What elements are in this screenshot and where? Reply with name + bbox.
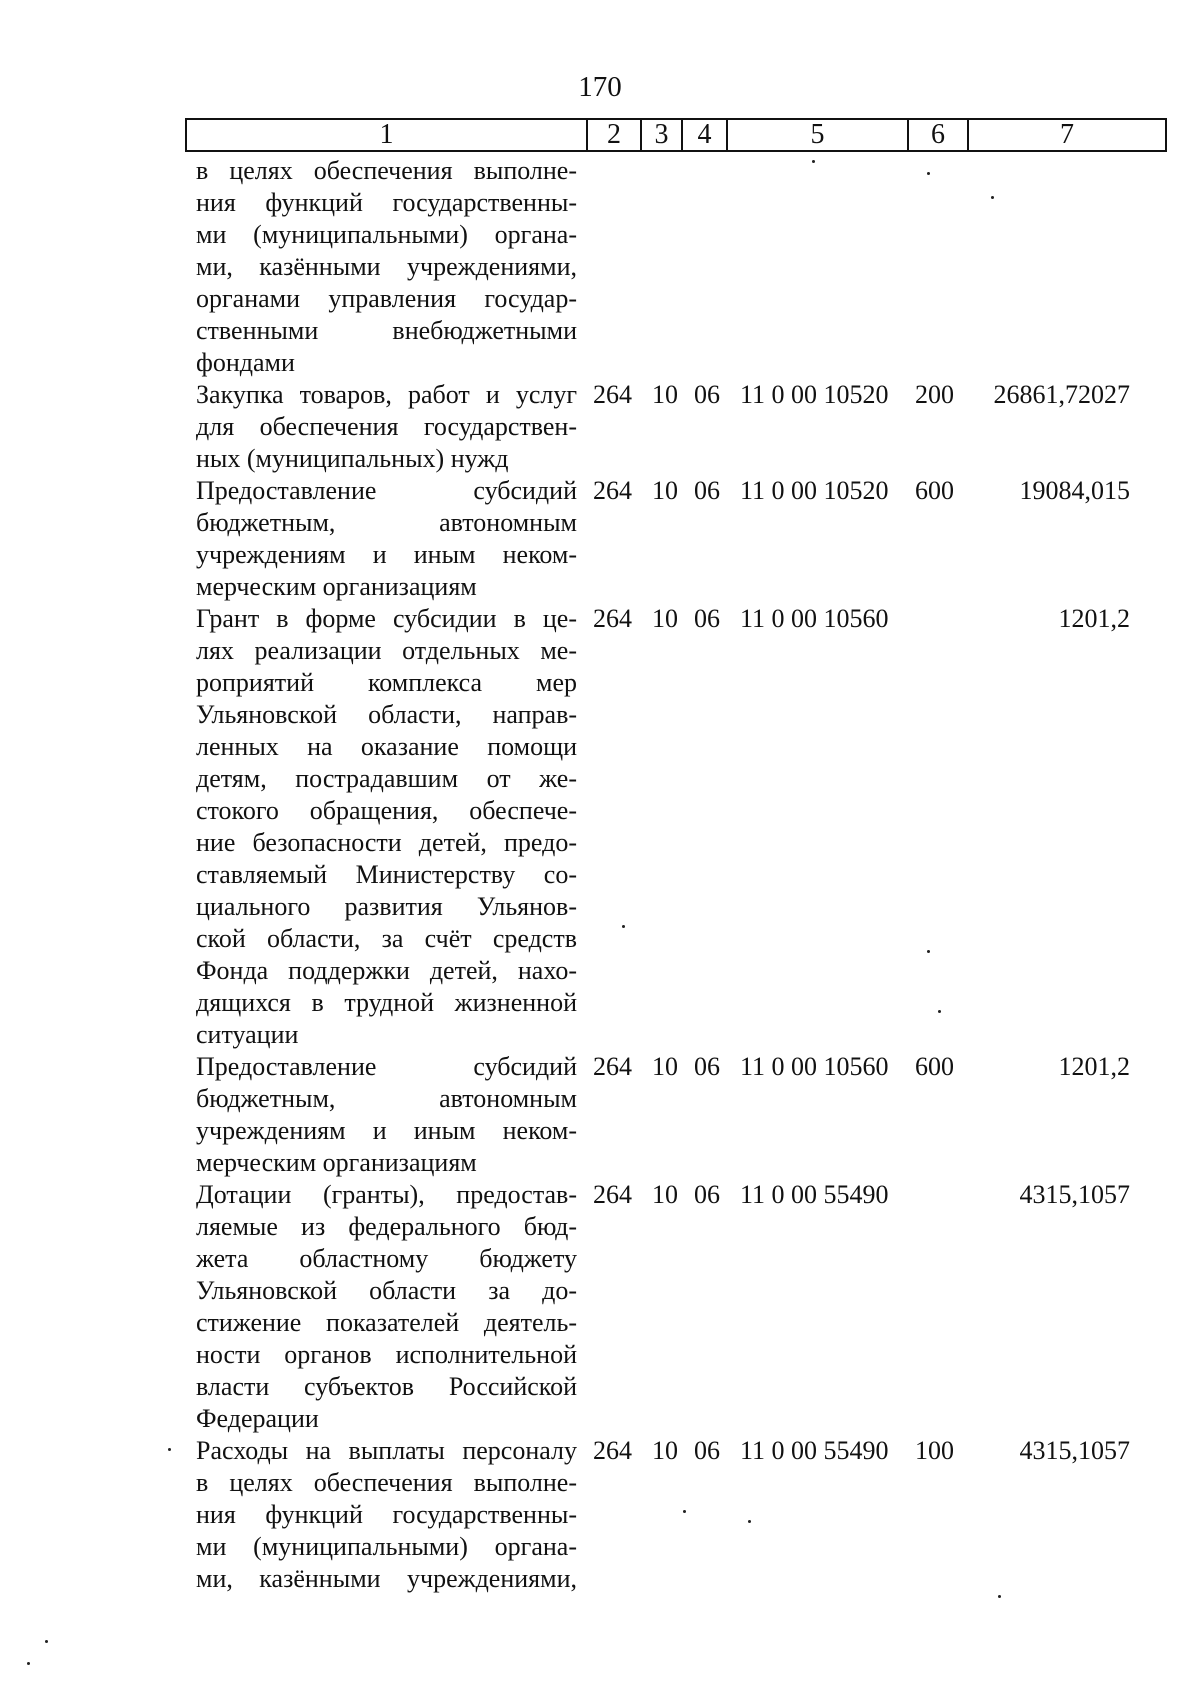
code-target-article: 11 0 00 55490 (740, 1436, 889, 1465)
description-line: ния функций государственны- (196, 1500, 577, 1529)
code-target-article: 11 0 00 10520 (740, 476, 889, 505)
description-line: лях реализации отдельных ме- (196, 636, 577, 665)
code-expense-type: 600 (915, 1052, 954, 1081)
row-description (196, 1435, 577, 1595)
code-section: 10 (652, 380, 678, 409)
column-header-2: 2 (588, 120, 642, 150)
description-line: ственными внебюджетными (196, 316, 577, 345)
description-line: Ульяновской области, направ- (196, 700, 577, 729)
table-row (0, 1435, 1200, 1595)
amount-value: 4315,1057 (1019, 1436, 1130, 1465)
table-row (0, 1179, 1200, 1435)
description-line: ской области, за счёт средств (196, 924, 577, 953)
scan-speck (938, 1010, 941, 1013)
table-header (185, 118, 1167, 152)
description-line: ми (муниципальными) органа- (196, 1532, 577, 1561)
row-description (196, 1179, 577, 1435)
scan-speck (812, 160, 815, 163)
row-description (196, 155, 577, 379)
code-target-article: 11 0 00 10560 (740, 1052, 889, 1081)
description-line: Предоставление субсидий (196, 1052, 577, 1081)
code-department: 264 (593, 604, 632, 633)
table-row (0, 155, 1200, 379)
scan-speck (683, 1510, 686, 1513)
description-line: ленных на оказание помощи (196, 732, 577, 761)
description-line: циального развития Ульянов- (196, 892, 577, 921)
code-department: 264 (593, 380, 632, 409)
description-line: стокого обращения, обеспече- (196, 796, 577, 825)
description-line: жета областному бюджету (196, 1244, 577, 1273)
table-row (0, 1051, 1200, 1179)
amount-value: 1201,2 (1058, 604, 1130, 633)
column-header-1: 1 (187, 120, 588, 150)
page-number: 170 (578, 71, 622, 103)
description-line: Грант в форме субсидии в це- (196, 604, 577, 633)
table-row (0, 379, 1200, 475)
amount-value: 1201,2 (1058, 1052, 1130, 1081)
scan-speck (45, 1640, 48, 1643)
code-section: 10 (652, 1052, 678, 1081)
description-line: учреждениям и иным неком- (196, 1116, 577, 1145)
description-line: детям, пострадавшим от же- (196, 764, 577, 793)
amount-value: 19084,015 (1019, 476, 1130, 505)
code-section: 10 (652, 476, 678, 505)
description-line: Фонда поддержки детей, нахо- (196, 956, 577, 985)
description-line: власти субъектов Российской (196, 1372, 577, 1401)
column-header-6: 6 (909, 120, 969, 150)
description-line: ми, казёнными учреждениями, (196, 252, 577, 281)
description-line: ставляемый Министерству со- (196, 860, 577, 889)
description-line: Дотации (гранты), предостав- (196, 1180, 577, 1209)
description-line: мерческим организациям (196, 1148, 477, 1177)
description-line: бюджетным, автономным (196, 1084, 577, 1113)
description-line: ных (муниципальных) нужд (196, 444, 509, 473)
code-subsection: 06 (694, 1052, 720, 1081)
description-line: Ульяновской области за до- (196, 1276, 577, 1305)
code-target-article: 11 0 00 55490 (740, 1180, 889, 1209)
description-line: органами управления государ- (196, 284, 577, 313)
amount-value: 4315,1057 (1019, 1180, 1130, 1209)
table-body (0, 155, 1200, 1595)
amount-value: 26861,72027 (993, 380, 1130, 409)
row-description (196, 379, 577, 475)
description-line: в целях обеспечения выполне- (196, 156, 577, 185)
description-line: фондами (196, 348, 295, 377)
column-header-3: 3 (642, 120, 683, 150)
scan-speck (748, 1520, 751, 1523)
code-section: 10 (652, 1180, 678, 1209)
code-expense-type: 200 (915, 380, 954, 409)
scan-speck (168, 1448, 171, 1451)
description-line: стижение показателей деятель- (196, 1308, 577, 1337)
scan-speck (991, 196, 994, 199)
description-line: мерческим организациям (196, 572, 477, 601)
description-line: в целях обеспечения выполне- (196, 1468, 577, 1497)
code-subsection: 06 (694, 380, 720, 409)
code-section: 10 (652, 604, 678, 633)
row-description (196, 1051, 577, 1179)
description-line: для обеспечения государствен- (196, 412, 577, 441)
code-department: 264 (593, 1436, 632, 1465)
description-line: учреждениям и иным неком- (196, 540, 577, 569)
description-line: ми (муниципальными) органа- (196, 220, 577, 249)
scan-speck (27, 1662, 30, 1665)
scan-speck (927, 950, 930, 953)
description-line: ние безопасности детей, предо- (196, 828, 577, 857)
code-department: 264 (593, 1052, 632, 1081)
code-target-article: 11 0 00 10560 (740, 604, 889, 633)
row-description (196, 603, 577, 1051)
scan-speck (998, 1595, 1001, 1598)
code-subsection: 06 (694, 1180, 720, 1209)
description-line: роприятий комплекса мер (196, 668, 577, 697)
row-description (196, 475, 577, 603)
description-line: ния функций государственны- (196, 188, 577, 217)
code-section: 10 (652, 1436, 678, 1465)
description-line: ляемые из федерального бюд- (196, 1212, 577, 1241)
code-department: 264 (593, 1180, 632, 1209)
description-line: ми, казёнными учреждениями, (196, 1564, 577, 1593)
description-line: Расходы на выплаты персоналу (196, 1436, 577, 1465)
description-line: Предоставление субсидий (196, 476, 577, 505)
code-expense-type: 100 (915, 1436, 954, 1465)
code-subsection: 06 (694, 476, 720, 505)
description-line: ности органов исполнительной (196, 1340, 577, 1369)
description-line: бюджетным, автономным (196, 508, 577, 537)
code-subsection: 06 (694, 604, 720, 633)
table-row (0, 475, 1200, 603)
code-target-article: 11 0 00 10520 (740, 380, 889, 409)
column-header-5: 5 (728, 120, 909, 150)
column-header-4: 4 (683, 120, 728, 150)
description-line: Закупка товаров, работ и услуг (196, 380, 577, 409)
description-line: дящихся в трудной жизненной (196, 988, 577, 1017)
description-line: Федерации (196, 1404, 319, 1433)
code-department: 264 (593, 476, 632, 505)
scan-speck (622, 925, 625, 928)
description-line: ситуации (196, 1020, 299, 1049)
scan-speck (927, 172, 930, 175)
column-header-7: 7 (1060, 119, 1074, 150)
table-row (0, 603, 1200, 1051)
code-expense-type: 600 (915, 476, 954, 505)
code-subsection: 06 (694, 1436, 720, 1465)
